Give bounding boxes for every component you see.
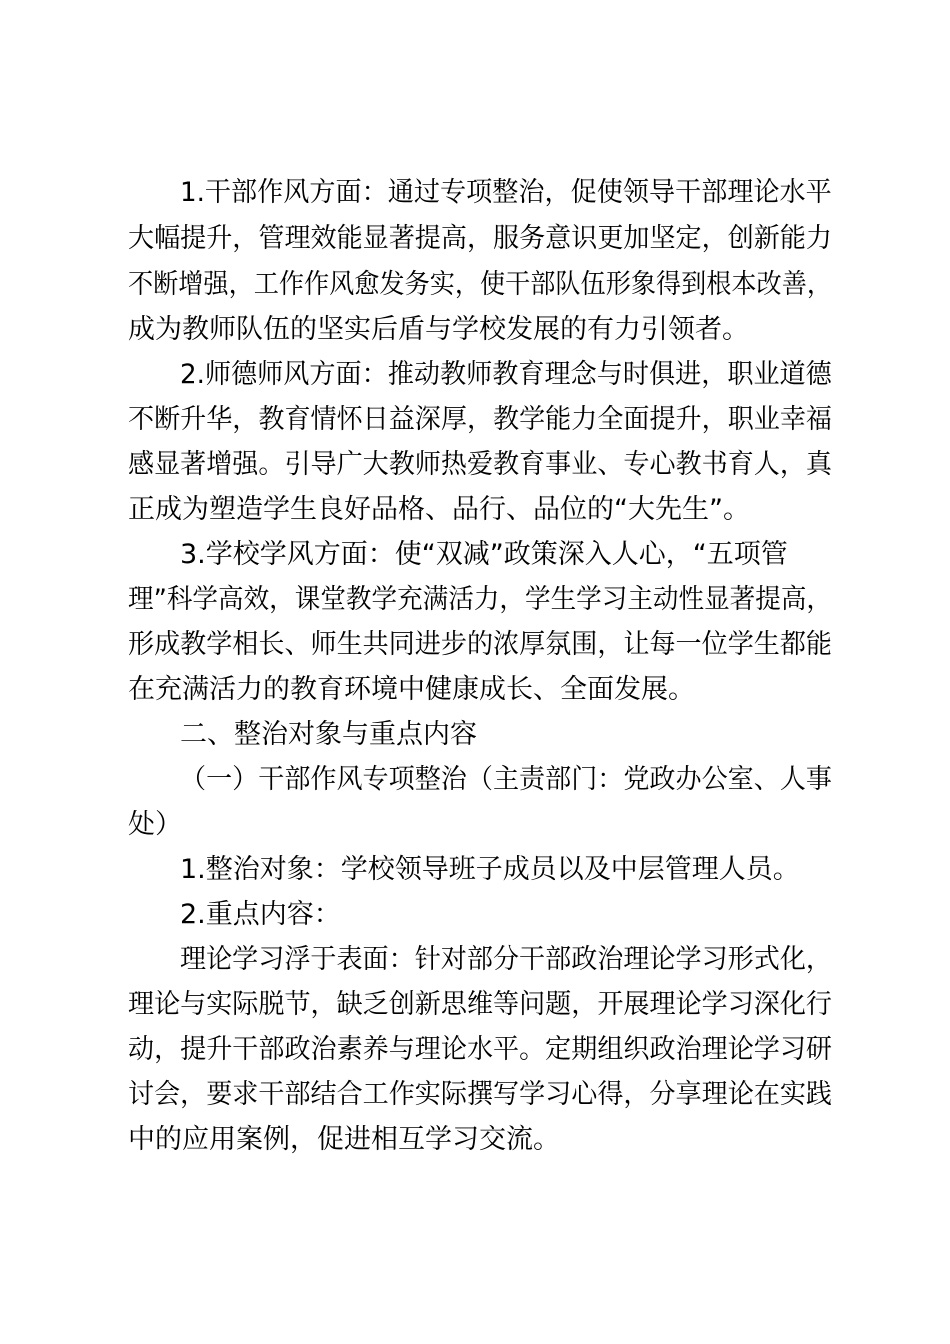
paragraph-line: 不断升华，教育情怀日益深厚，教学能力全面提升，职业幸福 [128,404,832,435]
paragraph-line: 理”科学高效，课堂教学充满活力，学生学习主动性显著提高， [128,584,832,615]
paragraph-line: 2.重点内容： [180,899,341,930]
paragraph-line: 动，提升干部政治素养与理论水平。定期组织政治理论学习研 [128,1034,832,1065]
paragraph-line: 正成为塑造学生良好品格、品行、品位的“大先生”。 [128,494,750,525]
paragraph-line: 3.学校学风方面：使“双减”政策深入人心，“五项管 [180,539,788,570]
paragraph-line: 中的应用案例，促进相互学习交流。 [128,1124,560,1155]
paragraph-line: 成为教师队伍的坚实后盾与学校发展的有力引领者。 [128,314,749,345]
paragraph-line: 讨会，要求干部结合工作实际撰写学习心得，分享理论在实践 [128,1079,832,1110]
paragraph-line: 2.师德师风方面：推动教师教育理念与时俱进，职业道德 [180,359,832,390]
subsection-heading-continued: 处） [128,809,182,840]
paragraph-line: 理论学习浮于表面：针对部分干部政治理论学习形式化， [180,944,832,975]
paragraph-line: 1.干部作风方面：通过专项整治，促使领导干部理论水平 [180,177,832,208]
paragraph-line: 在充满活力的教育环境中健康成长、全面发展。 [128,674,695,705]
paragraph-line: 感显著增强。引导广大教师热爱教育事业、专心教书育人，真 [128,449,832,480]
paragraph-line: 理论与实际脱节，缺乏创新思维等问题，开展理论学习深化行 [128,989,832,1020]
paragraph-line: 形成教学相长、师生共同进步的浓厚氛围，让每一位学生都能 [128,629,832,660]
paragraph-line: 大幅提升，管理效能显著提高，服务意识更加坚定，创新能力 [128,223,832,254]
section-heading: 二、整治对象与重点内容 [180,719,477,750]
subsection-heading: （一）干部作风专项整治（主责部门：党政办公室、人事 [180,764,832,795]
paragraph-line: 1.整治对象：学校领导班子成员以及中层管理人员。 [180,854,800,885]
paragraph-line: 不断增强，工作作风愈发务实，使干部队伍形象得到根本改善， [128,269,832,300]
